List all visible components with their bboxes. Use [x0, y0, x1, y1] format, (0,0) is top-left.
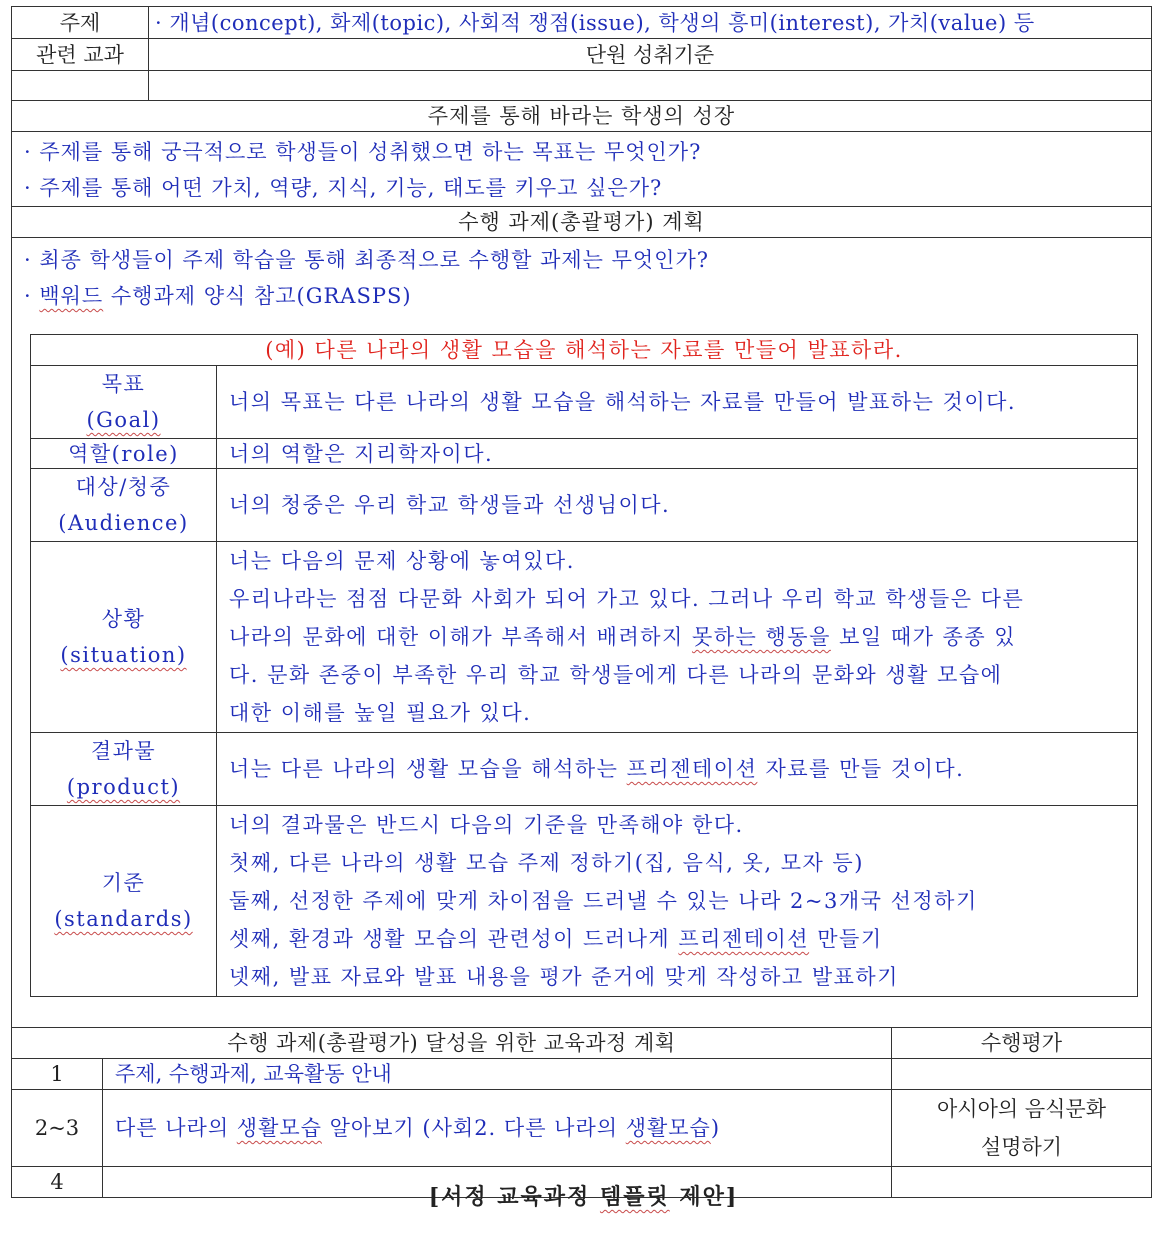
- standards-line-3: 둘째, 선정한 주제에 맞게 차이점을 드러낼 수 있는 나라 2~3개국 선정하기: [229, 889, 978, 913]
- grasps-table: [30, 334, 1138, 997]
- standards-label-en: (standards): [54, 907, 193, 931]
- eval-line-1: 아시아의 음식문화: [937, 1097, 1106, 1121]
- plan-row-num: 1: [12, 1059, 103, 1090]
- plan-row-num: 4: [12, 1167, 103, 1198]
- situation-line-1: 너는 다음의 문제 상황에 놓여있다.: [229, 549, 575, 573]
- standards-line-1: 너의 결과물은 반드시 다음의 기준을 만족해야 한다.: [229, 813, 744, 837]
- audience-label-ko: 대상/청중: [75, 475, 172, 499]
- grasps-wrapper: [12, 314, 1151, 997]
- audience-label: [31, 469, 217, 542]
- task-line-1: · 최종 학생들이 주제 학습을 통해 최종적으로 수행할 과제는 무엇인가?: [24, 248, 710, 272]
- situation-text: [217, 542, 1138, 733]
- topic-value: · 개념(concept), 화제(topic), 사회적 쟁점(issue), 학생의 흥미(interest), 가치(value) 등: [149, 7, 1152, 39]
- product-label: [31, 733, 217, 806]
- role-label: 역할(role): [31, 439, 217, 469]
- growth-line-1: · 주제를 통해 궁극적으로 학생들이 성취했으면 하는 목표는 무엇인가?: [24, 140, 702, 164]
- product-label-en: (product): [66, 775, 181, 799]
- standards-line-5: 넷째, 발표 자료와 발표 내용을 평가 준거에 맞게 작성하고 발표하기: [229, 965, 899, 989]
- plan-row-text: [103, 1090, 892, 1167]
- situation-line-3c: 보일 때가 종종 있: [830, 625, 1017, 649]
- situation-line-5: 대한 이해를 높일 필요가 있다.: [229, 701, 532, 725]
- product-text: [217, 733, 1138, 806]
- product-text-a: 너는 다른 나라의 생활 모습을 해석하는: [229, 757, 627, 781]
- eval-cell-1: [892, 1059, 1152, 1090]
- eval-title: 수행평가: [892, 1028, 1152, 1059]
- plan-row-num: 2~3: [12, 1090, 103, 1167]
- caption-template-word: 템플릿: [599, 1184, 670, 1210]
- grasps-example: (예) 다른 나라의 생활 모습을 해석하는 자료를 만들어 발표하라.: [31, 335, 1138, 366]
- task-line-2-rest: 수행과제 양식 참고(GRASPS): [103, 284, 412, 308]
- situation-line-3: [229, 618, 1125, 656]
- growth-content: [12, 132, 1152, 207]
- eval-cell-2: [892, 1090, 1152, 1167]
- standards-line-4a: 셋째, 환경과 생활 모습의 관련성이 드러나게: [229, 927, 679, 951]
- goal-label-ko: 목표: [101, 372, 146, 396]
- situation-line-3a: 나라의 문화에 대한 이해가 부족해서 배려하지: [229, 625, 692, 649]
- task-content: [12, 238, 1152, 1028]
- growth-line-2: · 주제를 통해 어떤 가치, 역량, 지식, 기능, 태도를 키우고 싶은가?: [24, 176, 663, 200]
- standards-line-4b: 프리젠테이션: [678, 927, 810, 951]
- situation-label-en: (situation): [60, 643, 187, 667]
- standards-label: [31, 806, 217, 997]
- plan-row-2-a: 다른 나라의: [115, 1116, 237, 1140]
- audience-label-en: (Audience): [58, 511, 189, 535]
- subject-value-cell: [12, 71, 149, 101]
- curriculum-template-document: [11, 6, 1152, 1198]
- standards-label-ko: 기준: [101, 871, 146, 895]
- situation-line-4: 다. 문화 존중이 부족한 우리 학교 학생들에게 다른 나라의 문화와 생활 모습에: [229, 663, 1003, 687]
- standards-line-4c: 만들기: [809, 927, 883, 951]
- situation-line-2: 우리나라는 점점 다문화 사회가 되어 가고 있다. 그러나 우리 학교 학생들은 다른: [229, 587, 1025, 611]
- situation-label-ko: 상황: [101, 607, 146, 631]
- task-title: 수행 과제(총괄평가) 계획: [12, 207, 1152, 238]
- caption-prefix: [서정 교육과정: [428, 1184, 600, 1210]
- header-table: [11, 6, 1152, 101]
- subject-label: 관련 교과: [12, 39, 149, 71]
- plan-row-2-e: ): [710, 1116, 721, 1140]
- goal-label: [31, 366, 217, 439]
- eval-line-2: 설명하기: [980, 1135, 1063, 1159]
- standard-value-cell: [149, 71, 1152, 101]
- plan-title: 수행 과제(총괄평가) 달성을 위한 교육과정 계획: [12, 1028, 892, 1059]
- standards-line-4: [229, 920, 1125, 958]
- role-text: 너의 역할은 지리학자이다.: [217, 439, 1138, 469]
- task-line-2-backward: 백워드: [39, 284, 104, 308]
- topic-label: 주제: [12, 7, 149, 39]
- plan-row-2-b: 생활모습: [236, 1116, 322, 1140]
- plan-table: [11, 1027, 1152, 1198]
- caption-suffix: 제안]: [669, 1184, 739, 1210]
- goal-text: 너의 목표는 다른 나라의 생활 모습을 해석하는 자료를 만들어 발표하는 것이다.: [217, 366, 1138, 439]
- standards-line-2: 첫째, 다른 나라의 생활 모습 주제 정하기(집, 음식, 옷, 모자 등): [229, 851, 864, 875]
- audience-text: 너의 청중은 우리 학교 학생들과 선생님이다.: [217, 469, 1138, 542]
- plan-row-2-d: 생활모습: [625, 1116, 711, 1140]
- standard-label: 단원 성취기준: [149, 39, 1152, 71]
- plan-row-text: 주제, 수행과제, 교육활동 안내: [103, 1059, 892, 1090]
- growth-table: [11, 100, 1152, 1028]
- document-caption: [0, 1180, 1167, 1211]
- standards-text: [217, 806, 1138, 997]
- product-label-ko: 결과물: [90, 739, 157, 763]
- task-line-2-prefix: ·: [24, 284, 40, 308]
- growth-title: 주제를 통해 바라는 학생의 성장: [12, 101, 1152, 132]
- plan-row-2-c: 알아보기 (사회2. 다른 나라의: [321, 1116, 626, 1140]
- task-line-2: [12, 278, 1151, 314]
- product-text-b: 프리젠테이션: [626, 757, 758, 781]
- product-text-c: 자료를 만들 것이다.: [757, 757, 965, 781]
- situation-label: [31, 542, 217, 733]
- situation-line-3b: 못하는 행동을: [691, 625, 831, 649]
- goal-label-en: (Goal): [86, 408, 161, 432]
